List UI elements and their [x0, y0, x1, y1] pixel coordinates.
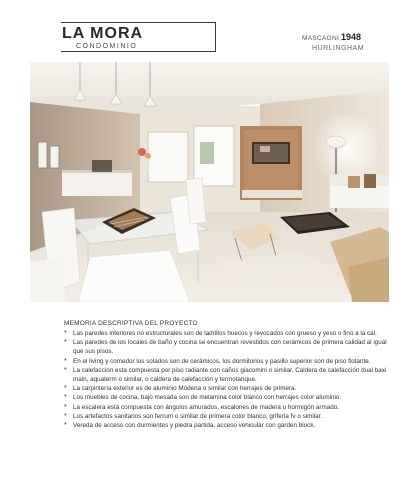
list-item: * La escalera está compuesta con ángulos amurados, escalones de madera u hormigón armado. [64, 403, 340, 411]
living-room-illustration [30, 62, 389, 302]
address-number: 1948 [341, 32, 362, 42]
asterisk-icon: * [64, 366, 67, 374]
logo-title: LA MORA [62, 25, 144, 42]
list-item: * Los muebles de cocina, bajo mesada son de melamina color blanco con herrajes color aluminio. [64, 394, 342, 402]
asterisk-icon: * [64, 357, 67, 365]
address-street: MASCAGNI [302, 35, 340, 42]
address-city: HURLINGHAM [312, 45, 365, 52]
asterisk-icon: * [64, 394, 67, 402]
logo-subtitle: CONDOMINIO [76, 43, 138, 50]
list-item: * Las paredes interiores no estructurales son de ladrillos huecos y revocados con grueso y yeso o fino a la cal. [64, 330, 377, 337]
list-item: * La calefacción esta compuesta por piso radiante con caños giacomini o similar. Caldera de calefacción dual baxi main, aquaterm o similar, o caldera de calefacción y termotanque. [64, 366, 387, 384]
list-item: * La carpintería exterior es de aluminio Módena o similar con herrajes de primera. [64, 385, 297, 393]
description-list [64, 329, 394, 430]
asterisk-icon: * [64, 412, 67, 420]
description-title: MEMORIA DESCRIPTIVA DEL PROYECTO [64, 320, 198, 327]
interior-render-image [30, 62, 389, 302]
list-item: * Las paredes de los locales de baño y cocina se encuentran revestidos con cerámicos de primera calidad al igual que sus pisos. [64, 339, 387, 356]
asterisk-icon: * [64, 422, 67, 430]
list-item: * Los artefactos sanitarios son ferrum o similar de primera color blanco, grifería fv o similar. [64, 412, 323, 420]
asterisk-icon: * [64, 403, 67, 411]
list-item: * En el living y comedor los solados son de cerámicos, los dormitorios y pasillo superior son de piso flotante. [64, 357, 371, 365]
asterisk-icon: * [64, 330, 67, 337]
asterisk-icon: * [64, 339, 67, 347]
asterisk-icon: * [64, 385, 67, 393]
list-item: * Vereda de acceso con durmientes y piedra partida, acceso vehicular con garden block. [64, 422, 316, 430]
